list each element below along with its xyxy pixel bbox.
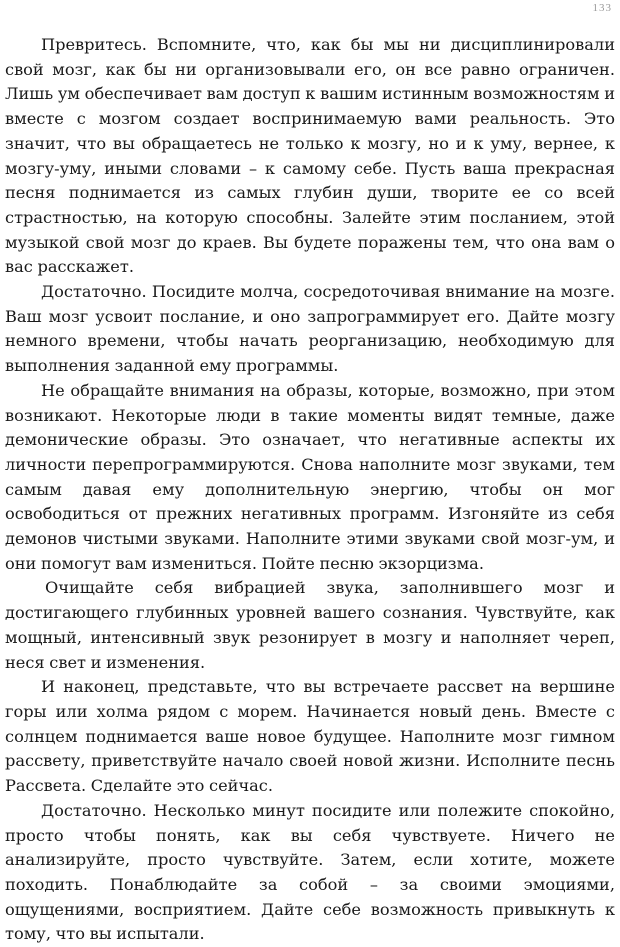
- text-body: [5, 33, 615, 947]
- paragraph-5: И наконец, представьте, что вы встречаете рассвет на вершине горы или холма рядом с морем. Начинается новый день. Вместе с солнцем поднимается ваше новое будущее. Наполните мозг гимном рассвету, приветствуйте начало своей новой жизни. Исполните песнь Рассвета. Сделайте это сейчас.: [5, 677, 615, 796]
- paragraph-2: Достаточно. Посидите молча, сосредоточивая внимание на мозге. Ваш мозг усвоит послание, и оно запрограммирует его. Дайте мозгу немного времени, чтобы начать реорганизацию, необходимую для выполнения заданной ему программы.: [5, 282, 615, 376]
- paragraph-1: Превритесь. Вспомните, что, как бы мы ни дисциплинировали свой мозг, как бы ни организовывали его, он все равно ограничен. Лишь ум обеспечивает вам доступ к вашим истинным возможностям и вместе с мозгом создает воспринимаемую вами реальность. Это значит, что вы обращаетесь не только к мозгу, но и к уму, вернее, к мозгу-уму, иными словами – к самому себе. Пусть ваша прекрасная песня поднимается из самых глубин души, творите ее со всей страстностью, на которую способны. Залейте этим посланием, этой музыкой свой мозг до краев. Вы будете поражены тем, что она вам о вас расскажет.: [5, 35, 615, 277]
- paragraph-4: Очищайте себя вибрацией звука, заполнившего мозг и достигающего глубинных уровней вашего сознания. Чувствуйте, как мощный, интенсивный звук резонирует в мозгу и наполняет череп, неся свет и изменения.: [5, 578, 615, 672]
- page-number: 133: [592, 2, 612, 14]
- paragraph-3: Не обращайте внимания на образы, которые, возможно, при этом возникают. Некоторые люди в такие моменты видят темные, даже демонические образы. Это означает, что негативные аспекты их личности перепрограммируются. Снова наполните мозг звуками, тем самым давая ему дополнительную энергию, чтобы он мог освободиться от прежних негативных программ. Изгоняйте из себя демонов чистыми звуками. Наполните этими звуками свой мозг-ум, и они помогут вам измениться. Пойте песню экзорцизма.: [5, 380, 615, 573]
- paragraph-6: Достаточно. Несколько минут посидите или полежите спокойно, просто чтобы понять, как вы себя чувствуете. Ничего не анализируйте, просто чувствуйте. Затем, если хотите, можете походить. Понаблюдайте за собой – за своими эмоциями, ощущениями, восприятием. Дайте себе возможность привыкнуть к тому, что вы испытали.: [5, 800, 615, 944]
